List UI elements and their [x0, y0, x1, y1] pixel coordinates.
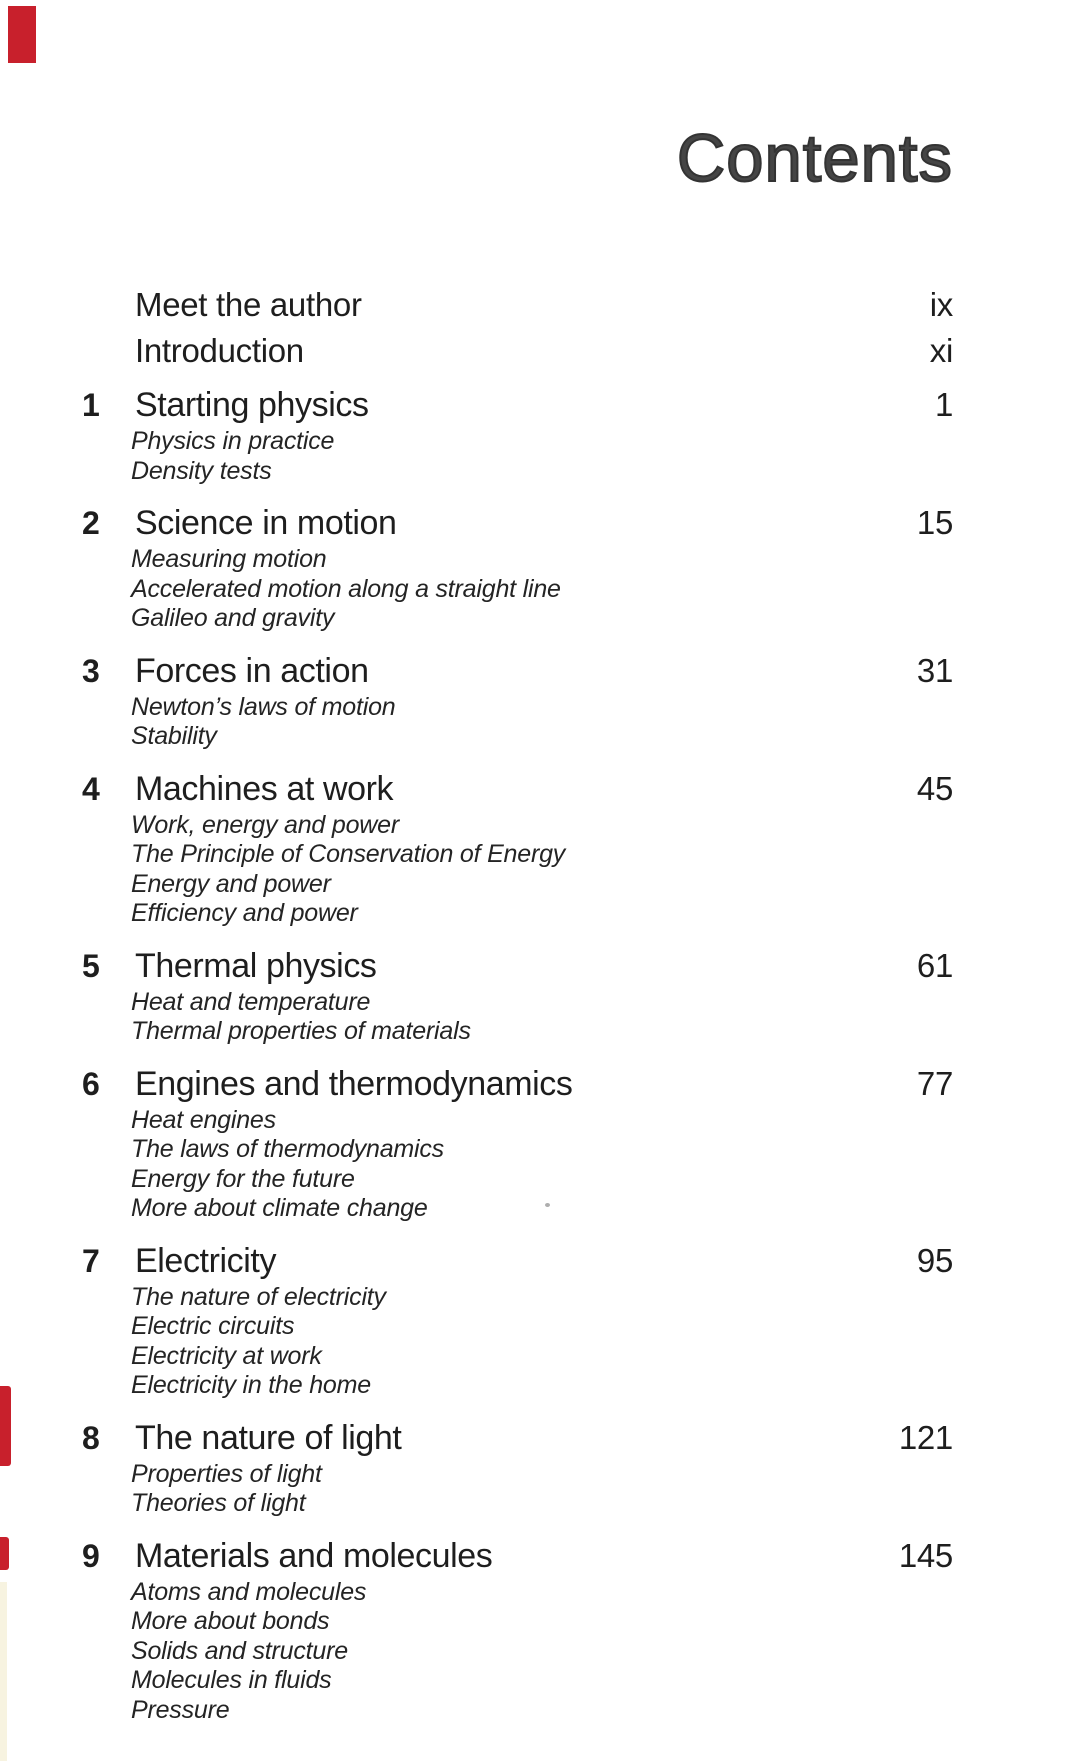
chapter-subtopic: Stability	[131, 722, 217, 750]
toc-chapter	[0, 385, 953, 486]
chapter-number: 9	[82, 1537, 100, 1574]
chapter-subtopics	[0, 1578, 953, 1726]
page-number: 121	[898, 1418, 953, 1456]
front-matter-entry	[0, 334, 953, 368]
chapter-heading-row	[0, 385, 953, 425]
chapter-subtopic: Energy for the future	[131, 1164, 355, 1193]
toc-chapter	[0, 1536, 953, 1726]
chapter-subtopic: Theories of light	[131, 1489, 306, 1517]
chapter-heading-row	[0, 1241, 953, 1281]
chapter-subtopic: Accelerated motion along a straight line	[131, 574, 561, 603]
chapter-subtopic: Thermal properties of materials	[131, 1017, 471, 1045]
chapter-subtopic: Molecules in fluids	[131, 1666, 332, 1694]
chapter-subtopic: Solids and structure	[131, 1636, 348, 1665]
page-number: 95	[916, 1241, 953, 1279]
chapter-subtopic: Density tests	[131, 456, 272, 485]
page-number: 77	[916, 1064, 953, 1102]
toc-chapter	[0, 1064, 953, 1224]
page-number: 1	[934, 386, 953, 423]
chapter-number: 5	[82, 947, 100, 984]
red-page-edge-mark-top	[8, 6, 36, 63]
page-number: xi	[929, 332, 953, 369]
chapter-subtopic: Work, energy and power	[131, 810, 399, 839]
page-number: ix	[929, 286, 953, 323]
chapter-subtopic: More about bonds	[131, 1607, 330, 1635]
scan-speck	[545, 1203, 550, 1207]
chapter-subtopic: The nature of electricity	[131, 1282, 386, 1311]
chapter-title: Electricity	[135, 1241, 277, 1280]
chapter-heading-row	[0, 503, 953, 543]
front-matter-section	[0, 288, 953, 368]
page-number: 31	[916, 651, 953, 689]
chapter-subtopic: Newton’s laws of motion	[131, 692, 396, 721]
front-matter-label: Meet the author	[135, 286, 362, 323]
chapter-subtopics	[0, 811, 953, 929]
chapter-number: 3	[82, 652, 100, 689]
chapter-subtopic: Energy and power	[131, 869, 331, 898]
chapter-subtopics	[0, 1106, 953, 1224]
chapter-number: 8	[82, 1419, 100, 1456]
chapter-number: 6	[82, 1065, 100, 1102]
chapter-heading-row	[0, 1064, 953, 1104]
chapter-subtopic: Properties of light	[131, 1459, 322, 1488]
red-page-edge-mark-lower	[0, 1537, 9, 1570]
chapter-heading-row	[0, 946, 953, 986]
page-number: 15	[916, 504, 953, 541]
chapter-heading-row	[0, 651, 953, 691]
red-page-edge-mark-middle	[0, 1386, 11, 1466]
toc-chapter	[0, 946, 953, 1047]
chapter-subtopics	[0, 1283, 953, 1401]
chapter-heading-row	[0, 1536, 953, 1576]
chapter-title: Machines at work	[135, 769, 394, 808]
toc-chapter	[0, 1241, 953, 1401]
chapter-subtopic: Electricity at work	[131, 1341, 322, 1370]
chapters-section	[0, 385, 953, 1725]
chapter-subtopic: Heat engines	[131, 1105, 276, 1134]
chapter-subtopic: Atoms and molecules	[131, 1577, 367, 1606]
chapter-title: Materials and molecules	[135, 1536, 493, 1575]
chapter-subtopic: Heat and temperature	[131, 987, 371, 1016]
chapter-title: Thermal physics	[135, 946, 377, 985]
table-of-contents	[0, 288, 953, 1725]
chapter-number: 2	[82, 505, 100, 541]
chapter-subtopic: Efficiency and power	[131, 899, 358, 927]
page-title: Contents	[676, 121, 953, 196]
page-edge-strip	[0, 1582, 7, 1761]
chapter-number: 1	[82, 387, 100, 423]
front-matter-label: Introduction	[135, 332, 304, 369]
chapter-subtopics	[0, 988, 953, 1047]
chapter-title: Starting physics	[135, 386, 369, 424]
chapter-title: Forces in action	[135, 651, 369, 690]
toc-chapter	[0, 1418, 953, 1519]
chapter-subtopic: Electricity in the home	[131, 1371, 371, 1399]
front-matter-entry	[0, 288, 953, 322]
toc-chapter	[0, 503, 953, 634]
chapter-number: 4	[82, 770, 100, 807]
chapter-heading-row	[0, 769, 953, 809]
chapter-subtopic: Pressure	[131, 1695, 230, 1724]
chapter-subtopics	[0, 1460, 953, 1519]
page-number: 145	[898, 1536, 953, 1574]
chapter-heading-row	[0, 1418, 953, 1458]
chapter-number: 7	[82, 1242, 100, 1279]
chapter-title: Engines and thermodynamics	[135, 1064, 573, 1103]
chapter-subtopic: Physics in practice	[131, 427, 335, 455]
chapter-subtopic: Galileo and gravity	[131, 604, 335, 632]
toc-chapter	[0, 769, 953, 929]
chapter-subtopics	[0, 545, 953, 634]
chapter-subtopic: Electric circuits	[131, 1312, 295, 1340]
chapter-subtopics	[0, 693, 953, 752]
chapter-subtopics	[0, 427, 953, 486]
page-number: 45	[916, 769, 953, 807]
chapter-subtopic: Measuring motion	[131, 545, 327, 573]
chapter-title: Science in motion	[135, 504, 397, 542]
chapter-subtopic: The laws of thermodynamics	[131, 1135, 444, 1163]
chapter-subtopic: More about climate change	[131, 1194, 428, 1222]
chapter-subtopic: The Principle of Conservation of Energy	[131, 840, 566, 868]
toc-chapter	[0, 651, 953, 752]
chapter-title: The nature of light	[135, 1418, 402, 1457]
page-number: 61	[916, 946, 953, 984]
